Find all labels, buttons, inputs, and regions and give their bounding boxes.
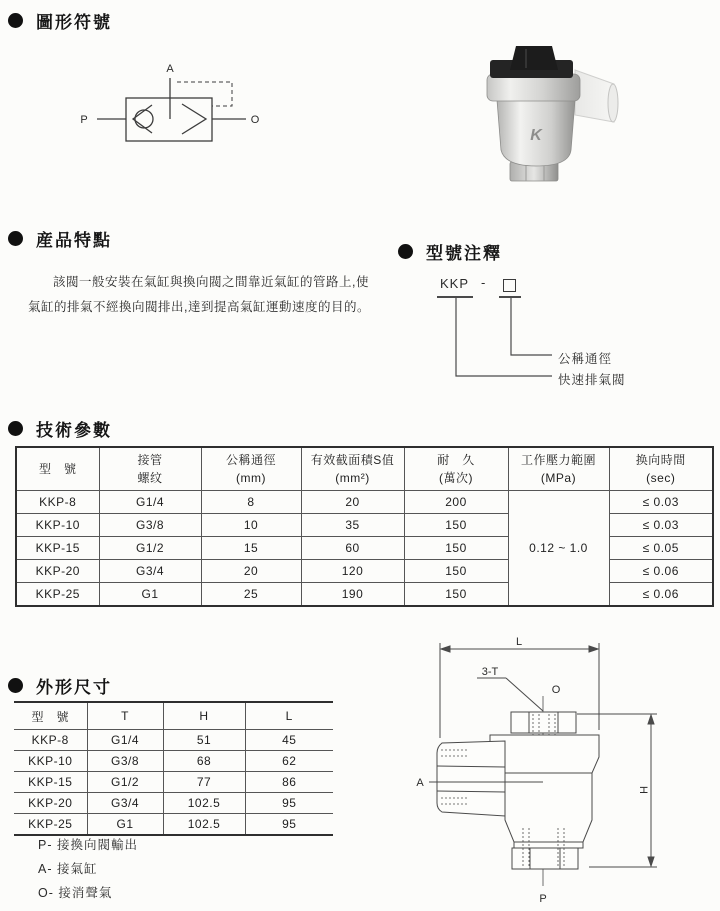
dimension-drawing	[393, 618, 720, 911]
dimensions-table	[14, 701, 333, 836]
cell-model: KKP-10	[16, 514, 99, 537]
features-paragraph: 該閥一般安裝在氣缸與換向閥之間靠近氣缸的管路上,使氣缸的排氣不經換向閥排出,達到提高氣缸運動速度的目的。	[28, 275, 370, 314]
cell-life: 150	[404, 537, 508, 560]
cell-h: 102.5	[163, 793, 245, 814]
cell-area: 60	[301, 537, 404, 560]
header-cell-h: H	[163, 702, 245, 730]
port-notes	[38, 833, 138, 905]
model-code-separator: -	[481, 275, 487, 290]
table-row	[16, 560, 713, 583]
product-photo	[466, 28, 626, 186]
cell-time: ≤ 0.03	[609, 514, 713, 537]
cell-area: 120	[301, 560, 404, 583]
callout-quick-exhaust-valve: 快速排氣閥	[558, 373, 626, 387]
header-cell-area: 有效截面積S值 (mm²)	[301, 447, 404, 491]
valve-photo-shapes	[487, 46, 618, 181]
symbol-port-o-label: O	[250, 114, 260, 126]
cell-bore: 8	[201, 491, 301, 514]
table-row	[14, 814, 333, 836]
dim-label-l: L	[515, 636, 523, 648]
note-line-p: P- 接換向閥輸出	[38, 838, 138, 852]
cell-bore: 10	[201, 514, 301, 537]
dims-header-row	[14, 702, 333, 730]
table-row	[14, 772, 333, 793]
header-cell-bore: 公稱通徑 (mm)	[201, 447, 301, 491]
table-row	[16, 491, 713, 514]
cell-model: KKP-8	[14, 730, 87, 751]
callout-nominal-bore: 公稱通徑	[558, 352, 613, 366]
cell-pressure-range: 0.12 ~ 1.0	[508, 491, 609, 607]
dim-label-a: A	[416, 777, 424, 789]
cell-bore: 15	[201, 537, 301, 560]
section-heading-symbol	[8, 8, 112, 33]
pneumatic-symbol-diagram	[70, 58, 280, 158]
symbol-port-p-label: P	[80, 114, 88, 126]
cell-life: 150	[404, 560, 508, 583]
dim-label-p: P	[539, 893, 547, 905]
cell-life: 200	[404, 491, 508, 514]
bullet-icon	[8, 13, 23, 28]
cell-area: 35	[301, 514, 404, 537]
section-title-symbol: 圖形符號	[36, 13, 112, 32]
cell-model: KKP-10	[14, 751, 87, 772]
cell-t: G1	[87, 814, 163, 836]
cell-life: 150	[404, 583, 508, 607]
table-row	[14, 730, 333, 751]
cell-time: ≤ 0.06	[609, 583, 713, 607]
section-title-tech-params: 技術參數	[36, 421, 112, 440]
cell-thread: G1/2	[99, 537, 201, 560]
section-heading-tech-params	[8, 416, 112, 441]
cell-time: ≤ 0.05	[609, 537, 713, 560]
cell-h: 77	[163, 772, 245, 793]
cell-area: 190	[301, 583, 404, 607]
cell-h: 51	[163, 730, 245, 751]
bullet-icon	[8, 421, 23, 436]
cell-bore: 25	[201, 583, 301, 607]
cell-model: KKP-25	[16, 583, 99, 607]
note-line-a: A- 接氣缸	[38, 862, 98, 876]
header-cell-t: T	[87, 702, 163, 730]
cell-thread: G1	[99, 583, 201, 607]
dim-label-3t: 3-T	[481, 666, 499, 678]
dim-label-h: H	[637, 786, 649, 794]
cell-thread: G1/4	[99, 491, 201, 514]
header-cell-thread: 接管 螺纹	[99, 447, 201, 491]
cell-thread: G3/8	[99, 514, 201, 537]
cell-l: 86	[245, 772, 333, 793]
cell-t: G3/8	[87, 751, 163, 772]
cell-l: 95	[245, 793, 333, 814]
cell-model: KKP-15	[14, 772, 87, 793]
section-heading-model-notation	[398, 239, 502, 264]
cell-life: 150	[404, 514, 508, 537]
model-code-placeholder-box	[503, 279, 516, 292]
cell-model: KKP-8	[16, 491, 99, 514]
cell-l: 62	[245, 751, 333, 772]
cell-l: 95	[245, 814, 333, 836]
header-cell-l: L	[245, 702, 333, 730]
cell-t: G1/2	[87, 772, 163, 793]
model-code-series: KKP	[440, 276, 470, 291]
table-row	[16, 583, 713, 607]
section-title-features: 産品特點	[36, 231, 112, 250]
table-row	[16, 537, 713, 560]
cell-t: G3/4	[87, 793, 163, 814]
valve-logo-letter: K	[530, 127, 542, 144]
header-cell-model: 型 號	[16, 447, 99, 491]
section-heading-dimensions	[8, 673, 112, 698]
table-row	[16, 514, 713, 537]
section-title-model-notation: 型號注釋	[426, 244, 502, 263]
bullet-icon	[8, 231, 23, 246]
table-row	[14, 793, 333, 814]
cell-thread: G3/4	[99, 560, 201, 583]
cell-t: G1/4	[87, 730, 163, 751]
symbol-port-a-label: A	[166, 63, 174, 75]
cell-model: KKP-25	[14, 814, 87, 836]
cell-h: 102.5	[163, 814, 245, 836]
header-cell-time: 换向時間 (sec)	[609, 447, 713, 491]
bullet-icon	[398, 244, 413, 259]
table-row	[14, 751, 333, 772]
dim-label-o: O	[551, 684, 561, 696]
cell-bore: 20	[201, 560, 301, 583]
cell-area: 20	[301, 491, 404, 514]
cell-time: ≤ 0.03	[609, 491, 713, 514]
tech-params-table	[15, 446, 714, 607]
cell-time: ≤ 0.06	[609, 560, 713, 583]
cell-model: KKP-20	[14, 793, 87, 814]
cell-l: 45	[245, 730, 333, 751]
cell-model: KKP-15	[16, 537, 99, 560]
cell-h: 68	[163, 751, 245, 772]
tech-header-row	[16, 447, 713, 491]
bullet-icon	[8, 678, 23, 693]
section-title-dimensions: 外形尺寸	[36, 678, 112, 697]
cell-model: KKP-20	[16, 560, 99, 583]
header-cell-model: 型 號	[14, 702, 87, 730]
header-cell-life: 耐 久 (萬次)	[404, 447, 508, 491]
note-line-o: O- 接消聲氣	[38, 886, 113, 900]
section-heading-features	[8, 226, 112, 251]
header-cell-pressure: 工作壓力範圍 (MPa)	[508, 447, 609, 491]
